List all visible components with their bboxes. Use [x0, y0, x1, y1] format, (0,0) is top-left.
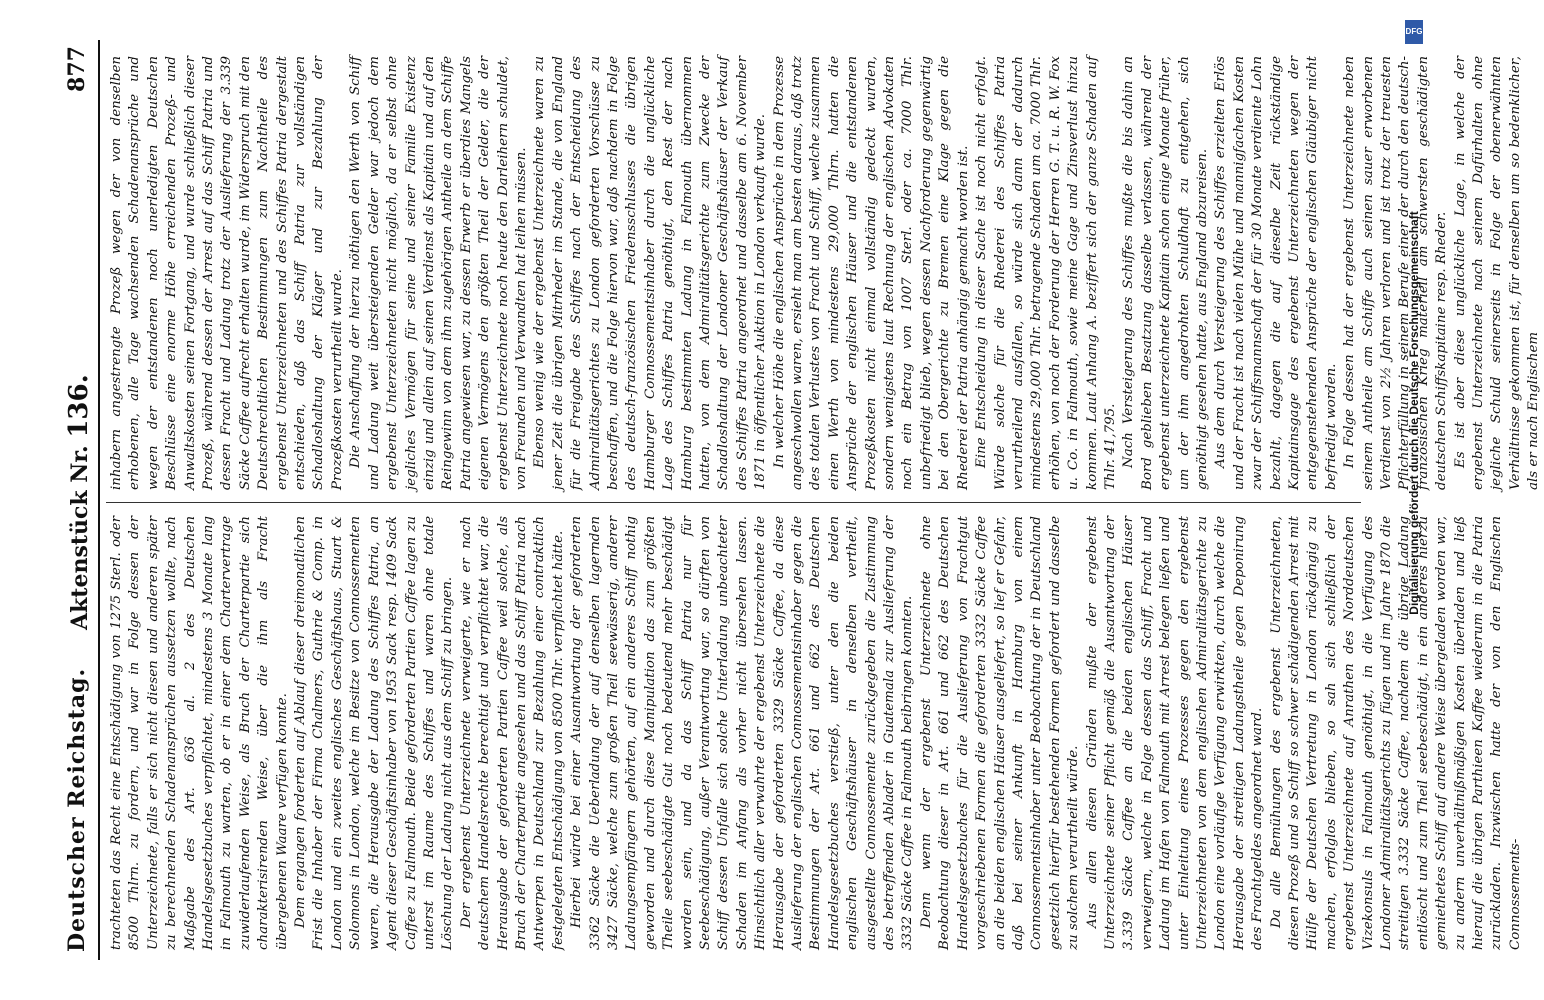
- document-number: 136.: [64, 374, 94, 438]
- paragraph: In welcher Höhe die englischen Ansprüche in dem Prozesse angeschwollen waren, ersieht man am besten daraus, daß trotz des totalen Verlustes von Fracht und Schiff, welche zusammen einen Werth von mindestens 29,000 Thlrn. hatten die Ansprüche der englischen Häuser und die entstandenen Prozeßkosten nicht einmal vollständig gedeckt wurden, sondern wenigstens laut Rechnung der englischen Advokaten noch ein Betrag von 1007 Sterl. oder ca. 7000 Thlr. unbefriedigt blieb, wegen dessen Nachforderung gegenwärtig bei den Obergerichte zu Bremen eine Klage gegen die Rhederei der Patria anhängig gemacht worden ist.: [771, 56, 971, 490]
- column-divider: [106, 502, 1361, 503]
- page-number: 877: [64, 46, 90, 92]
- page-header: [58, 40, 100, 960]
- paragraph: Aus allen diesen Gründen mußte der ergebenst Unterzeichnete seiner Pflicht gemäß die Ausantwortung der 3.339 Säcke Caffee an die beiden englischen Häuser verweigern, welche in Folge dessen das Schiff, Fracht und Ladung im Hafen von Falmouth mit Arrest belegen ließen und unter Einleitung eines Prozesses gegen den ergebenst Unterzeichneten von dem englischen Admiralitätsgerichte zu London eine vorläufige Verfügung erwirkten, durch welche die Herausgabe der streitigen Ladungstheile gegen Deponirung des Frachtgeldes angeordnet ward.: [1084, 516, 1266, 950]
- paragraph: inhabern angestrengte Prozeß wegen der von denselben erhobenen, alle Tage wachsenden Schadenansprüche und wegen der entstandenen noch unerledigten Deutschen Beschlüsse eine enorme Höhe erreichenden Prozeß- und Anwaltskosten seinen Fortgang, und wurde schließlich dieser Prozeß, während dessen der Arrest auf das Schiff Patria und dessen Fracht und Ladung trotz der Auslieferung der 3.339 Säcke Caffee aufrecht erhalten wurde, im Widerspruch mit den Deutschrechtlichen Bestimmungen zum Nachtheile des ergebenst Unterzeichneten und des Schiffes Patria dergestalt entschieden, daß das Schiff Patria zur vollständigen Schadloshaltung der Kläger und zur Bezahlung der Prozeßkosten verurtheilt wurde.: [109, 56, 345, 490]
- paragraph: Da alle Bemühungen des ergebenst Unterzeichneten, diesen Prozeß und so Schiff so schwer schädigenden Arrest mit Hülfe der Deutschen Vertretung in London rückgängig zu machen, erfolglos blieben, so sah sich schließlich der ergebenst Unterzeichnete auf Anrathen des Norddeutschen Vizekonsuls in Falmouth genöthigt, in die Verfügung des Londoner Admiralitätsgerichts zu fügen und im Jahre 1870 die streitigen 3.332 Säcke Caffee, nachdem die übrige Ladung entlöscht und zum Theil seebeschädigt, in ein anderes hierzu gemiethetes Schiff auf andere Weise übergeladen worden war, zu andern unverhältnißmäßigen Kosten überladen und ließ hierauf die übrigen Parthieen Kaffee wiederum in die Patria zurückladen. Inzwischen hatte der von den Englischen Connossements-: [1268, 516, 1523, 950]
- digitization-credit: Digitalisierung gefördert durch die Deutsche Forschungsgemeinschaft: [1407, 211, 1421, 615]
- paragraph: Die Anschaffung der hierzu nöthigen den Werth von Schiff und Ladung weit übersteigenden Gelder war jedoch dem ergebenst Unterzeichneten nicht möglich, da er selbst ohne jegliches Vermögen für seine und seiner Familie Existenz einzig und allein auf seinen Verdienst als Kapitain und auf den Reingewinn von dem ihm zugehörigen Antheile an dem Schiffe Patria angewiesen war, zu dessen Erwerb er überdies Mangels eigenen Vermögens den größten Theil der Gelder, die der ergebenst Unterzeichnete noch heute den Darleihern schuldet, von Freunden und Verwandten hat leihen müssen.: [348, 56, 529, 490]
- digitization-note: [1402, 20, 1426, 810]
- paragraph: In Folge dessen hat der ergebenst Unterzeichnete neben seinem Antheile am Schiffe auch seinen sauer erworbenen Verdienst von 2½ Jahren verloren und ist trotz der treuesten Pflichterfüllung in seinem Berufe einer der durch den deutsch-französischen Krieg materiell am schwersten geschädigten deutschen Schiffskapitaine resp. Rheder.: [1342, 56, 1450, 490]
- dfg-logo: DFG: [1405, 20, 1423, 44]
- paragraph: Hierbei würde bei einer Ausantwortung der geforderten 3362 Säcke die Ueberladung der auf denselben lagernden 3427 Säcke, welche zum großen Theil seewässerig, anderer Ladungsempfängern gehörten, auf ein anderes Schiff nothig geworden und durch diese Manipulation das zum größten Theile seebeschädigte Gut noch bedeutend mehr beschädigt worden sein, und da das Schiff Patria nur für Seebeschädigung, außer Verantwortung war, so dürften von Schiff dessen Unfalle sich solche Unterladung unbeachteter Schaden im Anfang als vorher nicht übersehen lassen. Hinsichtlich aller verwahrte der ergebenst Unterzeichnete die Herausgabe der geforderten 3329 Säcke Caffee, da diese Auslieferung der englischen Connossementsinhaber gegen die Bestimmungen der Art. 661 und 662 des Deutschen Handelsgesetzbuches verstieß, unter den die beiden englischen Geschäftshäuser in denselben vertheilt, ausgestellte Connossemente zurückgegeben die Zustimmung des betreffenden Ablader in Guatemala zur Auslieferung der 3332 Säcke Caffee in Falmouth beibringen konnten.: [569, 516, 916, 950]
- running-title: Deutscher Reichstag.: [64, 667, 90, 952]
- document-reference: [64, 374, 94, 630]
- paragraph: Ebenso wenig wie der ergebenst Unterzeichnete waren zu jener Zeit die übrigen Mitrheder im Stande, die von England für die Freigabe des Schiffes nach der Entscheidung des Admiralitätsgerichtes zu London geforderten Vorschüsse zu beschaffen, und die Folge hiervon war, daß nachdem in Folge des deutsch-französischen Friedensschlusses die übrigen Hamburger Connossementsinhaber durch die unglückliche Lage des Schiffes Patria genöthigt, den Rest der nach Hamburg bestimmten Ladung in Falmouth übernommen hatten, von dem Admiralitätsgerichte zum Zwecke der Schadloshaltung der Londoner Geschäftshäuser der Verkauf des Schiffes Patria angeordnet und dasselbe am 6. November 1871 in öffentlicher Auktion in London verkauft wurde.: [532, 56, 769, 490]
- paragraph: Der ergebenst Unterzeichnete verweigerte, wie er nach deutschem Handelsrechte berechtigt und verpflichtet war, die Herausgabe der geforderten Partien Caffee weil solche, als Bruch der Charterpartie angesehen und das Schiff Patria nach Antwerpen in Deutschland zur Bezahlung einer contraktlich festgelegten Entschädigung von 8500 Thlr. verpflichtet hätte.: [458, 516, 566, 950]
- paragraph: Eine Entscheidung in dieser Sache ist noch nicht erfolgt. Würde solche für die Rhederei des Schiffes Patria verurtheilend ausfallen, so würde sich dann der dadurch mindestens 29,000 Thlr. betragende Schaden um ca. 7000 Thlr. erhöhen, von noch der Forderung der Herren G. T. u. R. W. Fox u. Co. in Falmouth, sowie meine Gage und Zinsverlust hinzu kommen. Laut Anhang A. beziffert sich der ganze Schaden auf Thlr. 41,795.: [974, 56, 1118, 490]
- paragraph: Es ist aber diese unglückliche Lage, in welche der ergebenst Unterzeichnete nach seinem Dafürhalten ohne jegliche Schuld seinerseits in Folge der obenerwähnten Verhältnisse gekommen ist, für denselben um so bedenklicher, als er nach Englischem: [1452, 56, 1542, 490]
- left-text-column: [108, 516, 1523, 950]
- paragraph: Aus dem durch Versteigerung des Schiffes erzielten Erlös und der Fracht ist nach vielen Mühe und mannigfachen Kosten zwar der Schiffsmannschaft der für 30 Monate verdiente Lohn bezahlt, dagegen die auf dieselbe Zeit rückständige Kapitainsgage des ergebenst Unterzeichneten wegen der entgegenstehenden Ansprüche der englischen Gläubiger nicht befriedigt worden.: [1213, 56, 1339, 490]
- document-reference-label: Aktenstück Nr.: [67, 445, 93, 630]
- paragraph: Denn wenn der ergebenst Unterzeichnete ohne Beobachtung dieser in Art. 661 und 662 des Deutschen Handelsgesetzbuches für die Auslieferung von Frachtgut vorgeschriebenen Formen die geforderten 3332 Säcke Caffee an die beiden englischen Häuser ausgeliefert, so lief er Gefahr, daß bei seiner Ankunft in Hamburg von einem Connossementsinhaber unter Beobachtung der in Deutschland gesetzlich hierfür bestehenden Formen gefordert und dasselbe zu solchem verurtheilt würde.: [918, 516, 1082, 950]
- paragraph: Nach Versteigerung des Schiffes mußte die bis dahin an Bord geblieben Besatzung dasselbe verlassen, während der ergebenst unterzeichnete Kapitain schon einige Monate früher, um der ihm angedrohten Schuldhaft zu entgehen, sich genöthigt gesehen hatte, aus England abzureisen.: [1121, 56, 1210, 490]
- paragraph: Dem ergangen forderten auf Ablauf dieser dreimonatlichen Frist die Inhaber der Firma Chalmers, Guthrie & Comp. in London und ein zweites englisches Geschäftshaus, Stuart & Solomons in London, welche im Besitze von Connossementen waren, die Herausgabe der Ladung des Schiffes Patria, an Agent dieser Geschäftsinhaber von 1953 Sack resp. 1409 Sack Caffee zu Falmouth. Beide geforderten Partien Caffee lagen zu unterst im Raume des Schiffes und waren ohne totale Löschung der Ladung nicht aus dem Schiff zu bringen.: [293, 516, 456, 950]
- paragraph: trachteten das Recht eine Entschädigung von 1275 Sterl. oder 8500 Thlrn. zu fordern, und war in Folge dessen der Unterzeichnete, falls er sich nicht diesen und anderen später zu berechnenden Schadenansprüchen aussetzen wollte, nach Maßgabe des Art. 636 al. 2 des Deutschen Handelsgesetzbuches verpflichtet, mindestens 3 Monate lang in Falmouth zu warten, ob er in einer dem Chartervertrage zuwiderlaufenden Weise, als Bruch der Charterpartie sich charakterisirenden Weise, über die ihm als Fracht übergebenen Waare verfügen konnte.: [109, 516, 290, 950]
